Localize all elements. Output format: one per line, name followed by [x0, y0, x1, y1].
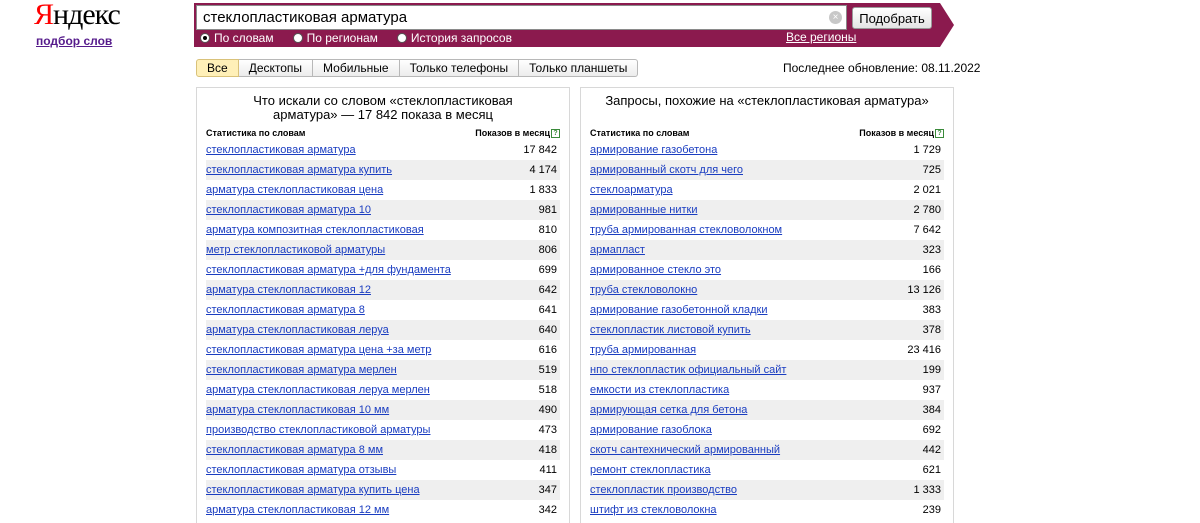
table-row — [206, 380, 560, 400]
table-row — [206, 360, 560, 380]
radio-dot-icon[interactable] — [397, 33, 407, 43]
count-column-text: Показов в месяц — [859, 127, 934, 138]
left-column-header — [197, 126, 569, 140]
table-row — [590, 200, 944, 220]
right-panel — [580, 87, 954, 523]
left-panel-title: Что искали со словом «стеклопластиковая арматура» — 17 842 показа в месяц — [253, 93, 513, 122]
table-row — [206, 500, 560, 520]
table-row — [206, 400, 560, 420]
keyword-link[interactable]: армированное стекло это — [590, 264, 722, 276]
keyword-link[interactable]: стеклопластиковая арматура отзывы — [206, 464, 397, 476]
keyword-link[interactable]: стеклопластиковая арматура — [206, 144, 356, 156]
logo-rest: ндекс — [53, 0, 120, 31]
search-mode-group — [200, 30, 531, 45]
keyword-link[interactable]: армирование газобетонной кладки — [590, 304, 768, 316]
table-row — [206, 280, 560, 300]
right-panel-title: Запросы, похожие на «стеклопластиковая арматура» — [605, 93, 929, 108]
search-mode-radio[interactable] — [397, 31, 512, 45]
right-column-header — [581, 126, 953, 140]
keyword-link[interactable]: метр стеклопластиковой арматуры — [206, 244, 386, 256]
impressions-count: 2 021 — [913, 184, 941, 196]
table-row — [206, 340, 560, 360]
table-row — [590, 340, 944, 360]
impressions-count: 199 — [922, 364, 941, 376]
keyword-link[interactable]: ремонт стеклопластика — [590, 464, 711, 476]
keyword-link[interactable]: труба стекловолокно — [590, 284, 698, 296]
yandex-logo[interactable] — [34, 0, 120, 32]
impressions-count: 518 — [538, 384, 557, 396]
impressions-count: 981 — [538, 204, 557, 216]
keyword-link[interactable]: арматура стеклопластиковая 12 мм — [206, 504, 390, 516]
impressions-count: 17 842 — [523, 144, 557, 156]
keyword-link[interactable]: скотч сантехнический армированный — [590, 444, 781, 456]
table-row — [590, 240, 944, 260]
table-row — [590, 380, 944, 400]
impressions-count: 378 — [922, 324, 941, 336]
table-row — [590, 500, 944, 520]
table-row — [206, 160, 560, 180]
impressions-count: 1 333 — [913, 484, 941, 496]
impressions-count: 1 729 — [913, 144, 941, 156]
impressions-count: 621 — [922, 464, 941, 476]
impressions-count: 725 — [922, 164, 941, 176]
table-row — [206, 420, 560, 440]
keyword-link[interactable]: стеклоарматура — [590, 184, 673, 196]
left-rows — [197, 140, 569, 520]
table-row — [590, 280, 944, 300]
keyword-link[interactable]: армированный скотч для чего — [590, 164, 743, 176]
table-row — [206, 440, 560, 460]
radio-dot-icon[interactable] — [200, 33, 210, 43]
table-row — [590, 400, 944, 420]
keyword-link[interactable]: арматура композитная стеклопластиковая — [206, 224, 424, 236]
clear-icon[interactable]: × — [829, 11, 842, 24]
impressions-count: 23 416 — [907, 344, 941, 356]
radio-dot-icon[interactable] — [293, 33, 303, 43]
keyword-link[interactable]: штифт из стекловолокна — [590, 504, 717, 516]
table-row — [206, 300, 560, 320]
regions-link[interactable]: Все регионы — [786, 30, 857, 44]
impressions-count: 2 780 — [913, 204, 941, 216]
right-rows — [581, 140, 953, 520]
keyword-link[interactable]: емкости из стеклопластика — [590, 384, 730, 396]
impressions-count: 166 — [922, 264, 941, 276]
impressions-count: 692 — [922, 424, 941, 436]
search-mode-label: История запросов — [410, 30, 512, 45]
impressions-count: 473 — [538, 424, 557, 436]
impressions-count: 490 — [538, 404, 557, 416]
table-row — [590, 160, 944, 180]
tab-device[interactable]: Только телефоны — [400, 59, 520, 77]
impressions-count: 699 — [538, 264, 557, 276]
keyword-link[interactable]: армирование газоблока — [590, 424, 712, 436]
keyword-link[interactable]: стеклопластиковая арматура +для фундамента — [206, 264, 451, 276]
device-tabs — [196, 59, 638, 77]
impressions-count: 384 — [922, 404, 941, 416]
impressions-count: 642 — [538, 284, 557, 296]
impressions-count: 442 — [922, 444, 941, 456]
impressions-count: 13 126 — [907, 284, 941, 296]
tab-device[interactable]: Только планшеты — [519, 59, 638, 77]
table-row — [206, 260, 560, 280]
tab-device[interactable]: Все — [196, 59, 239, 77]
keyword-link[interactable]: арматура стеклопластиковая цена — [206, 184, 384, 196]
help-icon[interactable]: ? — [935, 129, 944, 138]
table-row — [590, 260, 944, 280]
table-row — [206, 480, 560, 500]
table-row — [590, 220, 944, 240]
count-column-label — [475, 128, 560, 138]
table-row — [590, 460, 944, 480]
impressions-count: 937 — [922, 384, 941, 396]
keyword-link[interactable]: стеклопластиковая арматура купить цена — [206, 484, 420, 496]
impressions-count: 519 — [538, 364, 557, 376]
impressions-count: 640 — [538, 324, 557, 336]
keyword-link[interactable]: арматура стеклопластиковая леруа — [206, 324, 389, 336]
impressions-count: 7 642 — [913, 224, 941, 236]
impressions-count: 418 — [538, 444, 557, 456]
impressions-count: 411 — [539, 464, 557, 476]
keyword-link[interactable]: арматура стеклопластиковая 12 — [206, 284, 371, 296]
last-update-text: Последнее обновление: 08.11.2022 — [783, 61, 981, 75]
keyword-column-label: Статистика по словам — [206, 128, 306, 138]
table-row — [590, 420, 944, 440]
table-row — [206, 220, 560, 240]
keyword-link[interactable]: труба армированная стекловолокном — [590, 224, 783, 236]
help-icon[interactable]: ? — [551, 129, 560, 138]
impressions-count: 810 — [538, 224, 557, 236]
table-row — [590, 440, 944, 460]
keyword-link[interactable]: стеклопластик производство — [590, 484, 737, 496]
count-column-label — [859, 128, 944, 138]
submit-button[interactable]: Подобрать — [852, 7, 932, 29]
keyword-link[interactable]: армирование газобетона — [590, 144, 718, 156]
table-row — [590, 480, 944, 500]
keyword-link[interactable]: армапласт — [590, 244, 645, 256]
impressions-count: 641 — [538, 304, 557, 316]
keyword-link[interactable]: нпо стеклопластик официальный сайт — [590, 364, 787, 376]
search-mode-label: По регионам — [306, 30, 378, 45]
table-row — [590, 320, 944, 340]
keyword-link[interactable]: армирующая сетка для бетона — [590, 404, 748, 416]
search-mode-radio[interactable] — [293, 31, 378, 45]
keyword-link[interactable]: труба армированная — [590, 344, 697, 356]
count-column-text: Показов в месяц — [475, 127, 550, 138]
impressions-count: 323 — [922, 244, 941, 256]
keyword-link[interactable]: стеклопластиковая арматура 8 мм — [206, 444, 384, 456]
tab-device[interactable]: Десктопы — [239, 59, 313, 77]
impressions-count: 616 — [538, 344, 557, 356]
left-panel — [196, 87, 570, 523]
keyword-link[interactable]: арматура стеклопластиковая леруа мерлен — [206, 384, 430, 396]
table-row — [590, 300, 944, 320]
service-name-link[interactable]: подбор слов — [36, 34, 113, 48]
keyword-link[interactable]: стеклопластиковая арматура купить — [206, 164, 393, 176]
table-row — [206, 240, 560, 260]
impressions-count: 347 — [538, 484, 557, 496]
tab-device[interactable]: Мобильные — [313, 59, 400, 77]
keyword-link[interactable]: стеклопластиковая арматура 8 — [206, 304, 365, 316]
keyword-link[interactable]: производство стеклопластиковой арматуры — [206, 424, 431, 436]
table-row — [590, 360, 944, 380]
impressions-count: 806 — [538, 244, 557, 256]
impressions-count: 383 — [922, 304, 941, 316]
impressions-count: 239 — [922, 504, 941, 516]
search-input[interactable] — [196, 5, 847, 30]
table-row — [206, 180, 560, 200]
table-row — [206, 320, 560, 340]
keyword-link[interactable]: стеклопластиковая арматура мерлен — [206, 364, 397, 376]
table-row — [206, 200, 560, 220]
logo-letter-ya: Я — [34, 0, 54, 31]
search-mode-label: По словам — [214, 30, 274, 45]
impressions-count: 342 — [538, 504, 557, 516]
keyword-column-label: Статистика по словам — [590, 128, 690, 138]
keyword-link[interactable]: стеклопластиковая арматура 10 — [206, 204, 371, 216]
table-row — [206, 460, 560, 480]
impressions-count: 4 174 — [529, 164, 557, 176]
keyword-link[interactable]: стеклопластик листовой купить — [590, 324, 751, 336]
table-row — [590, 140, 944, 160]
keyword-link[interactable]: армированные нитки — [590, 204, 698, 216]
table-row — [206, 140, 560, 160]
table-row — [590, 180, 944, 200]
keyword-link[interactable]: стеклопластиковая арматура цена +за метр — [206, 344, 432, 356]
keyword-link[interactable]: арматура стеклопластиковая 10 мм — [206, 404, 390, 416]
impressions-count: 1 833 — [529, 184, 557, 196]
search-mode-radio[interactable] — [200, 31, 274, 45]
